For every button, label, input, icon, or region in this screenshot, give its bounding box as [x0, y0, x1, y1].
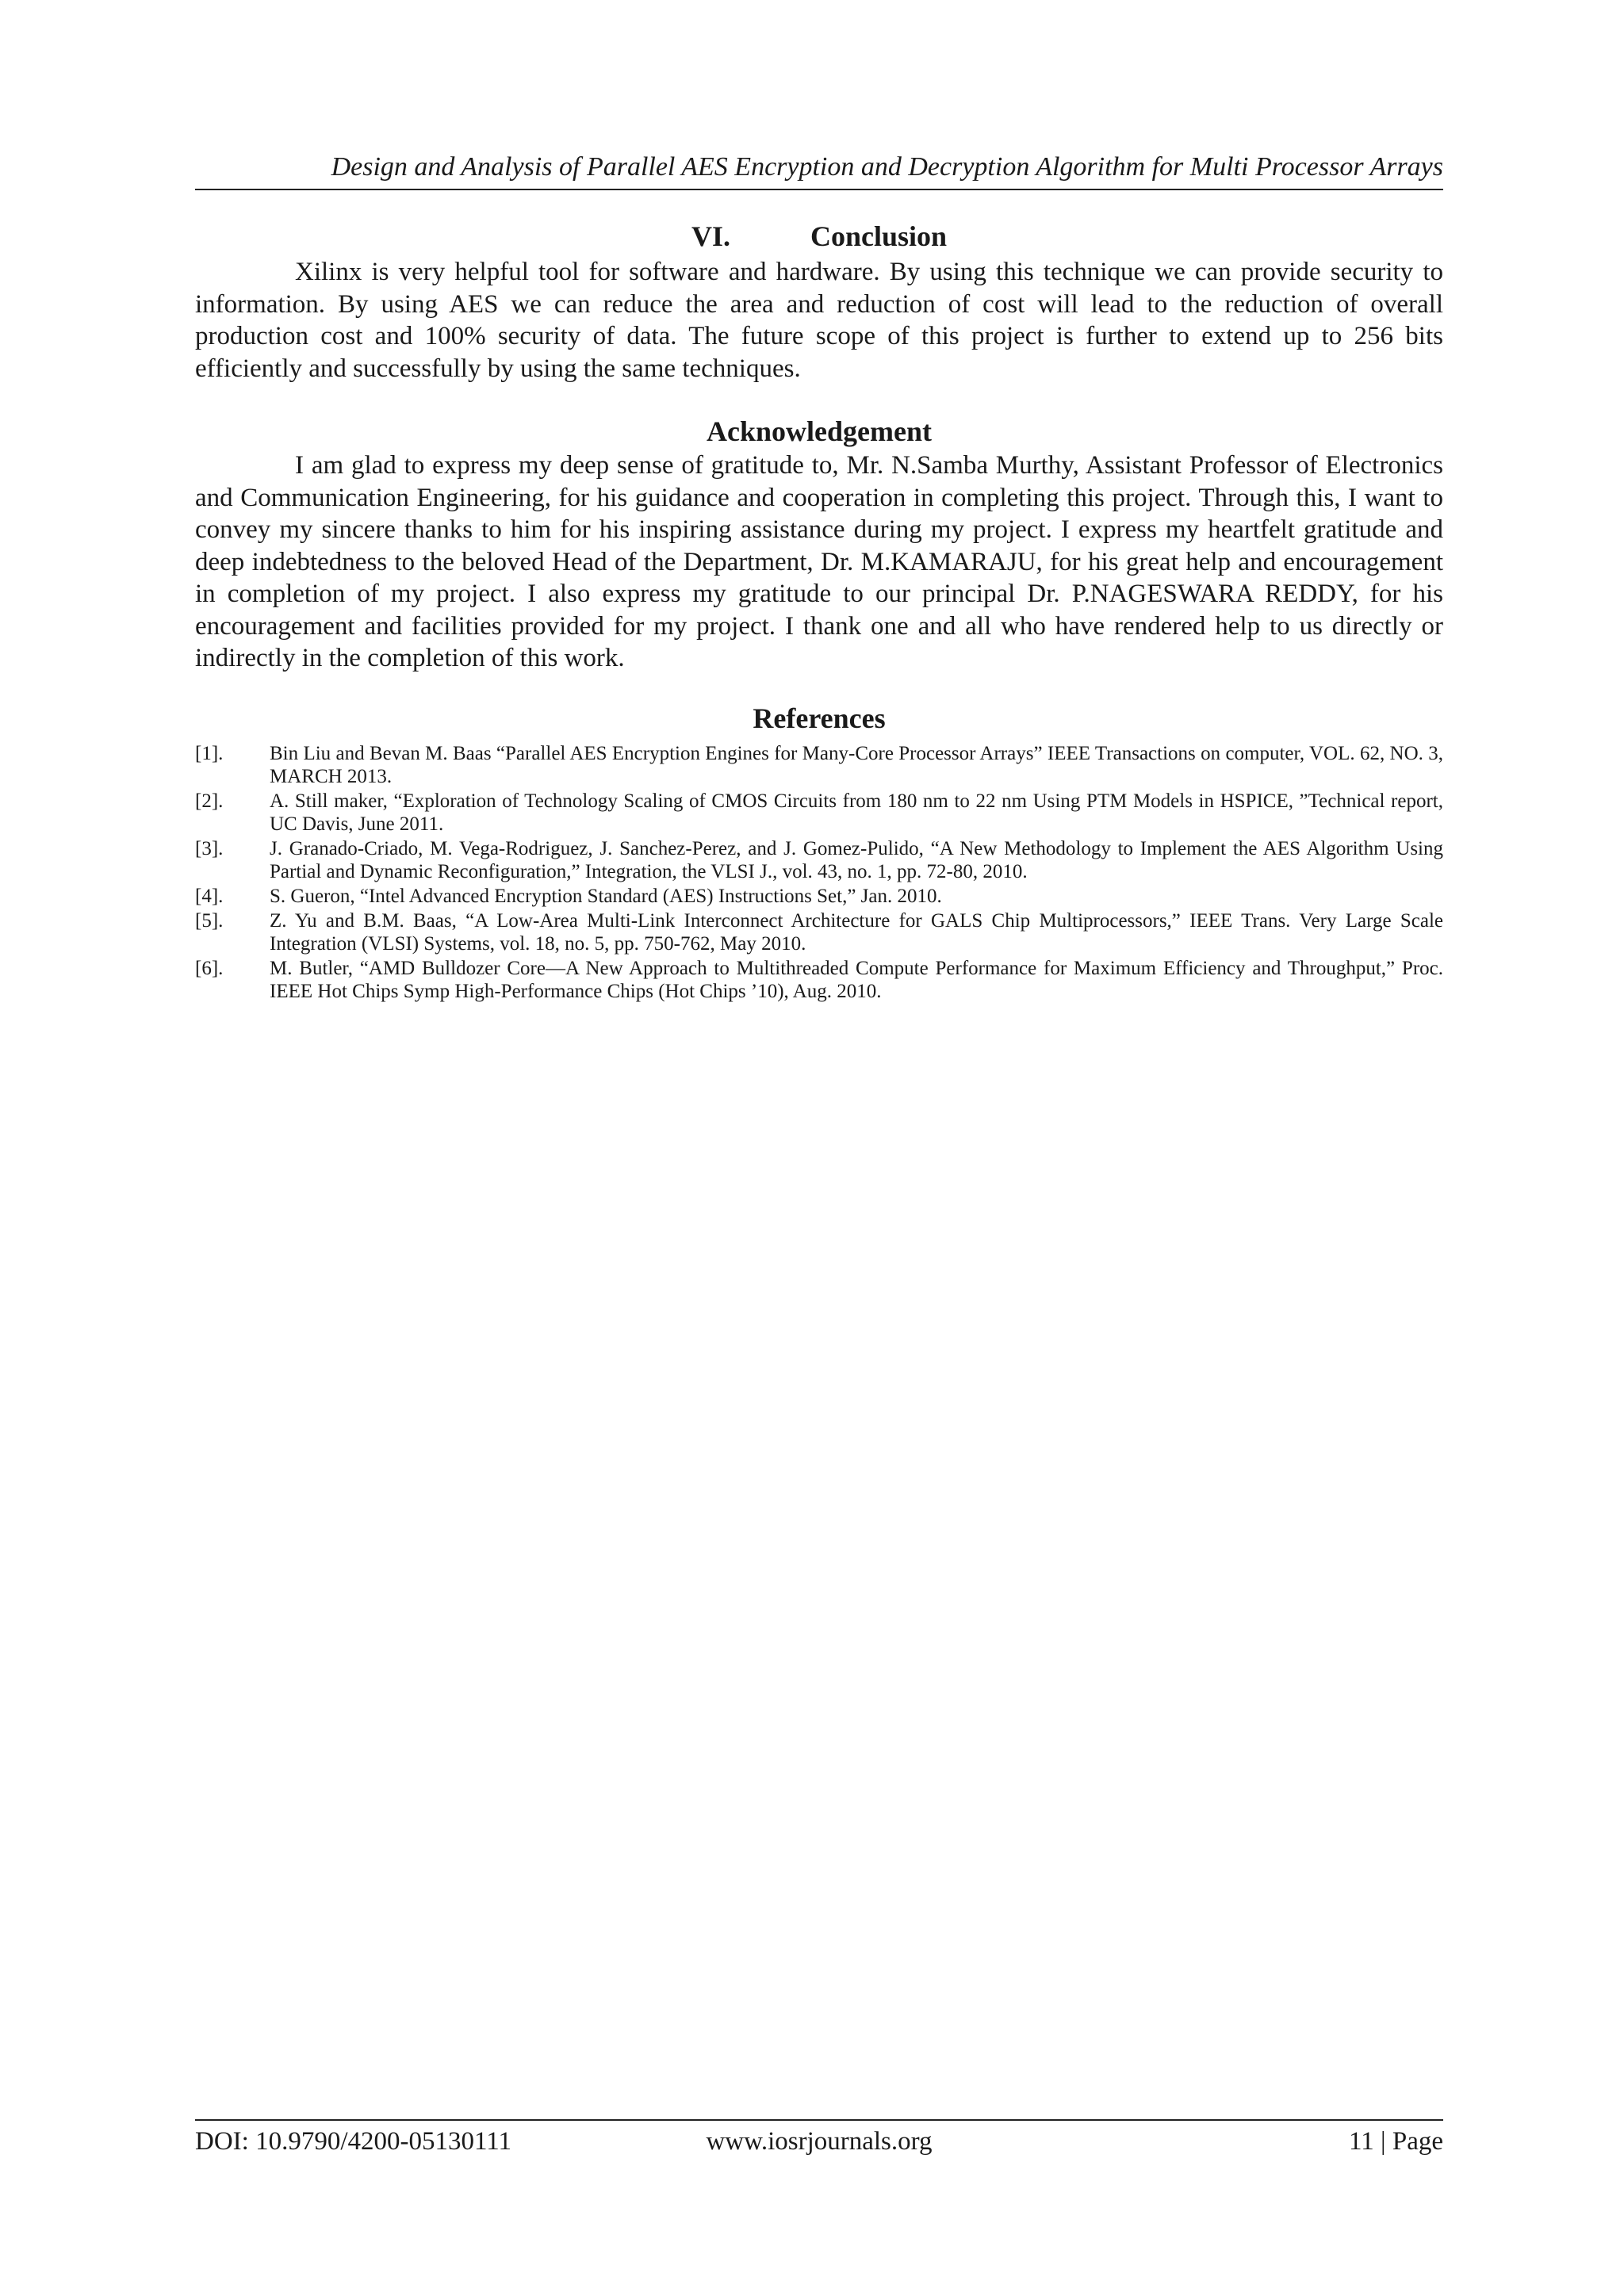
reference-text: S. Gueron, “Intel Advanced Encryption Standard (AES) Instructions Set,” Jan. 2010.	[270, 886, 942, 907]
acknowledgement-heading: Acknowledgement	[707, 415, 932, 447]
reference-item	[195, 885, 1443, 908]
reference-number: [5].	[195, 910, 224, 932]
running-header: Design and Analysis of Parallel AES Encryption and Decryption Algorithm for Multi Processor Arrays	[331, 152, 1443, 182]
footer-page-number: 11 | Page	[1348, 2127, 1443, 2156]
reference-number: [6].	[195, 958, 224, 979]
conclusion-heading	[195, 219, 1443, 254]
reference-text: M. Butler, “AMD Bulldozer Core—A New Approach to Multithreaded Compute Performance for Maximum Efficiency and Throughput,” Proc. IEEE Hot Chips Symp High-Performance Chips (Hot Chips ’10), Aug. 2010.	[270, 958, 1443, 1002]
reference-number: [1].	[195, 743, 224, 764]
references-heading: References	[753, 702, 886, 734]
header-rule	[195, 189, 1443, 190]
reference-text: Bin Liu and Bevan M. Baas “Parallel AES Encryption Engines for Many-Core Processor Arrays” IEEE Transactions on computer, VOL. 62, NO. 3, MARCH 2013.	[270, 743, 1443, 787]
conclusion-paragraph: Xilinx is very helpful tool for software and hardware. By using this technique we can provide security to information. By using AES we can reduce the area and reduction of cost will lead to the reduction of overall production cost and 100% security of data. The future scope of this project is further to extend up to 256 bits efficiently and successfully by using the same techniques.	[195, 258, 1443, 383]
reference-number: [3].	[195, 838, 224, 859]
reference-text: J. Granado-Criado, M. Vega-Rodriguez, J. Sanchez-Perez, and J. Gomez-Pulido, “A New Methodology to Implement the AES Algorithm Using Partial and Dynamic Reconfiguration,” Integration, the VLSI J., vol. 43, no. 1, pp. 72-80, 2010.	[270, 838, 1443, 882]
reference-list	[195, 742, 1443, 1004]
footer-website: www.iosrjournals.org	[706, 2127, 933, 2156]
reference-item	[195, 742, 1443, 788]
reference-item	[195, 837, 1443, 883]
reference-item	[195, 909, 1443, 955]
footer-doi: DOI: 10.9790/4200-05130111	[195, 2127, 512, 2156]
acknowledgement-paragraph: I am glad to express my deep sense of gratitude to, Mr. N.Samba Murthy, Assistant Professor of Electronics and Communication Engineering, for his guidance and cooperation in completing this project. Through this, I want to convey my sincere thanks to him for his inspiring assistance during my project. I express my heartfelt gratitude and deep indebtedness to the beloved Head of the Department, Dr. M.KAMARAJU, for his great help and encouragement in completion of my project. I also express my gratitude to our principal Dr. P.NAGESWARA REDDY, for his encouragement and facilities provided for my project. I thank one and all who have rendered help to us directly or indirectly in the completion of this work.	[195, 451, 1443, 672]
reference-text: A. Still maker, “Exploration of Technology Scaling of CMOS Circuits from 180 nm to 22 nm Using PTM Models in HSPICE, ”Technical report, UC Davis, June 2011.	[270, 790, 1443, 835]
footer-rule	[195, 2119, 1443, 2121]
conclusion-number: VI.	[691, 220, 730, 252]
reference-number: [4].	[195, 886, 224, 907]
reference-item	[195, 790, 1443, 836]
reference-number: [2].	[195, 790, 224, 812]
reference-item	[195, 957, 1443, 1003]
conclusion-title: Conclusion	[810, 220, 948, 252]
reference-text: Z. Yu and B.M. Baas, “A Low-Area Multi-Link Interconnect Architecture for GALS Chip Multiprocessors,” IEEE Trans. Very Large Scale Integration (VLSI) Systems, vol. 18, no. 5, pp. 750-762, May 2010.	[270, 910, 1443, 955]
